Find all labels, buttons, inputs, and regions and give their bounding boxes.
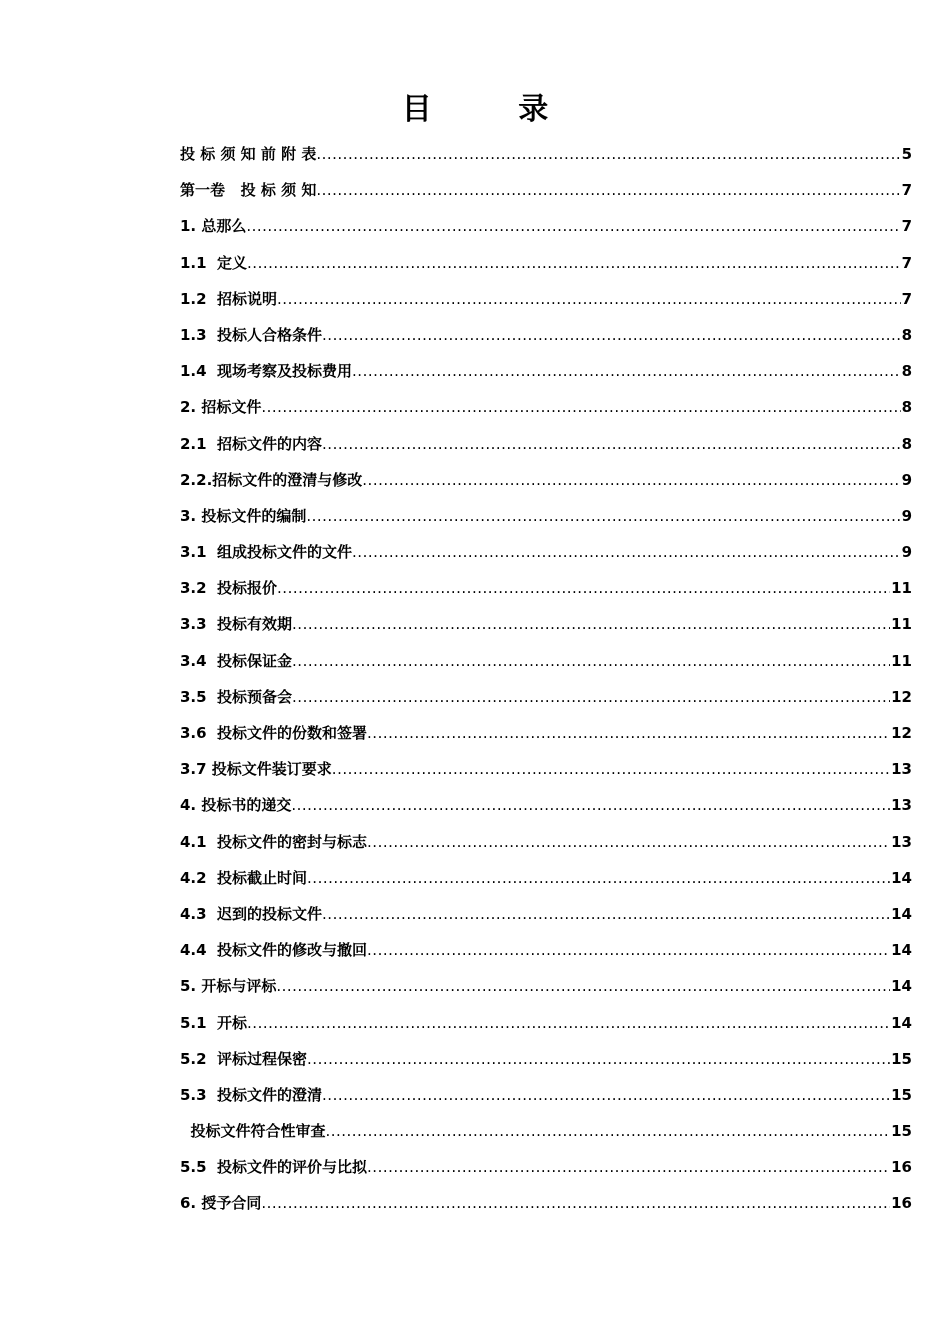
toc-page-number: 14 <box>891 1013 912 1032</box>
toc-entry[interactable] <box>180 426 912 462</box>
toc-entry-label: 4.2 投标截止时间 <box>180 868 308 887</box>
toc-entry-label: 4.1 投标文件的密封与标志 <box>180 832 368 851</box>
toc-entry[interactable] <box>180 715 912 751</box>
toc-dot-leader <box>292 606 890 642</box>
toc-entry-label: 3.6 投标文件的份数和签署 <box>180 724 368 742</box>
toc-dot-leader <box>247 1005 890 1041</box>
toc-dot-leader <box>362 462 900 498</box>
toc-dot-leader <box>292 679 890 715</box>
toc-entry[interactable] <box>180 1113 912 1149</box>
toc-page-number: 9 <box>901 506 912 525</box>
toc-entry-label: 投 标 须 知 前 附 表 <box>180 145 317 163</box>
toc-entry[interactable] <box>180 317 912 353</box>
toc-entry-label: 2.2.招标文件的澄清与修改 <box>180 470 363 489</box>
toc-entry[interactable] <box>180 896 912 932</box>
toc-entry-label: 6. 授予合同 <box>180 1194 262 1213</box>
toc-entry-label: 3.1 组成投标文件的文件 <box>180 543 353 562</box>
toc-page-number: 16 <box>891 1158 912 1177</box>
toc-entry-label: 2. 招标文件 <box>180 398 262 417</box>
toc-page-number: 13 <box>891 796 912 815</box>
toc-entry-label: 4.4 投标文件的修改与撤回 <box>180 941 368 960</box>
toc-dot-leader <box>292 643 890 679</box>
toc-page-number: 14 <box>891 868 912 887</box>
toc-page-number: 9 <box>901 470 912 489</box>
toc-page-number: 8 <box>901 325 912 344</box>
toc-dot-leader <box>306 498 900 534</box>
toc-dot-leader <box>367 1149 890 1185</box>
toc-entry-label: 3.7 投标文件装订要求 <box>180 760 332 779</box>
toc-page-number: 11 <box>891 615 912 634</box>
toc-entry-label: 4.3 迟到的投标文件 <box>180 904 323 923</box>
toc-page-number: 14 <box>891 977 912 996</box>
toc-dot-leader <box>277 281 901 317</box>
toc-entry-label: 5. 开标与评标 <box>180 977 277 996</box>
toc-entry[interactable] <box>180 643 912 679</box>
toc-page-number: 16 <box>891 1194 912 1213</box>
toc-entry[interactable] <box>180 208 912 244</box>
toc-dot-leader <box>246 208 900 244</box>
toc-entry[interactable] <box>180 1041 912 1077</box>
toc-entry-label: 1. 总那么 <box>180 217 247 236</box>
toc-entry-label: 1.2 招标说明 <box>180 289 278 308</box>
toc-entry-label: 第一卷 投 标 须 知 <box>180 181 317 200</box>
toc-entry[interactable] <box>180 172 912 208</box>
toc-dot-leader <box>322 896 890 932</box>
toc-page-number: 12 <box>891 687 912 706</box>
toc-entry[interactable] <box>180 1005 912 1041</box>
toc-entry-label: 1.3 投标人合格条件 <box>180 325 323 344</box>
toc-dot-leader <box>316 136 900 172</box>
toc-dot-leader <box>352 353 901 389</box>
toc-entry-label: 3.2 投标报价 <box>180 579 278 598</box>
toc-page-number: 12 <box>891 724 912 742</box>
toc-entry-label: 5.2 评标过程保密 <box>180 1049 308 1068</box>
toc-page-number: 9 <box>901 543 912 562</box>
toc-entry[interactable] <box>180 751 912 787</box>
toc-entry-label: 1.4 现场考察及投标费用 <box>180 362 353 381</box>
toc-entry[interactable] <box>180 281 912 317</box>
toc-entry-label: 2.1 招标文件的内容 <box>180 434 323 453</box>
toc-entry-label: 3.4 投标保证金 <box>180 651 293 670</box>
toc-entry[interactable] <box>180 534 912 570</box>
toc-dot-leader <box>307 1041 890 1077</box>
toc-page-number: 15 <box>891 1085 912 1104</box>
toc-dot-leader <box>322 317 901 353</box>
toc-entry-label: 5.5 投标文件的评价与比拟 <box>180 1158 368 1177</box>
toc-dot-leader <box>276 968 890 1004</box>
toc-page-number: 13 <box>891 760 912 779</box>
toc-page-number: 8 <box>901 362 912 381</box>
toc-entry[interactable] <box>180 1077 912 1113</box>
toc-dot-leader <box>307 860 890 896</box>
toc-title: 目 录 <box>401 92 587 127</box>
toc-page-number: 7 <box>901 181 912 200</box>
toc-entry[interactable] <box>180 787 912 823</box>
toc-entry-label: 3.3 投标有效期 <box>180 615 293 634</box>
toc-page-number: 7 <box>901 289 912 308</box>
toc-page-number: 8 <box>901 434 912 453</box>
toc-dot-leader <box>247 245 901 281</box>
toc-dot-leader <box>332 751 890 787</box>
toc-dot-leader <box>261 1185 890 1221</box>
toc-page-number: 7 <box>901 253 912 272</box>
toc-dot-leader <box>277 570 890 606</box>
toc-entry-label: 3. 投标文件的编制 <box>180 506 307 525</box>
toc-page-number: 14 <box>891 941 912 960</box>
toc-entry[interactable] <box>180 1185 912 1221</box>
toc-entry-label: 5.3 投标文件的澄清 <box>180 1085 323 1104</box>
toc-page-number: 15 <box>891 1122 912 1141</box>
toc-dot-leader <box>367 824 890 860</box>
toc-page-number: 14 <box>891 904 912 923</box>
toc-entry[interactable] <box>180 570 912 606</box>
toc-entry[interactable] <box>180 679 912 715</box>
toc-page-number: 7 <box>901 217 912 236</box>
toc-dot-leader <box>352 534 901 570</box>
toc-dot-leader <box>291 787 890 823</box>
toc-dot-leader <box>316 172 900 208</box>
toc-dot-leader <box>322 426 901 462</box>
toc-entry[interactable] <box>180 136 912 172</box>
toc-entry[interactable] <box>180 968 912 1004</box>
toc-entry[interactable] <box>180 389 912 425</box>
toc-entry[interactable] <box>180 606 912 642</box>
toc-page-number: 13 <box>891 832 912 851</box>
toc-dot-leader <box>367 932 890 968</box>
toc-page-number: 11 <box>891 651 912 670</box>
table-of-contents <box>180 136 912 1222</box>
toc-page-number: 8 <box>901 398 912 417</box>
toc-page-number: 11 <box>891 579 912 598</box>
toc-page-number: 15 <box>891 1049 912 1068</box>
toc-entry[interactable] <box>180 462 912 498</box>
toc-dot-leader <box>322 1077 890 1113</box>
toc-entry-label: 1.1 定义 <box>180 253 248 272</box>
toc-entry-label: 5.1 开标 <box>180 1013 248 1032</box>
toc-dot-leader <box>367 715 890 751</box>
toc-entry[interactable] <box>180 353 912 389</box>
toc-entry[interactable] <box>180 860 912 896</box>
toc-entry[interactable] <box>180 932 912 968</box>
toc-entry-label: 4. 投标书的递交 <box>180 796 292 815</box>
toc-entry-label: 投标文件符合性审查 <box>180 1122 326 1141</box>
toc-entry[interactable] <box>180 1149 912 1185</box>
toc-entry[interactable] <box>180 824 912 860</box>
toc-entry[interactable] <box>180 245 912 281</box>
toc-entry[interactable] <box>180 498 912 534</box>
toc-page-number: 5 <box>901 145 912 163</box>
toc-entry-label: 3.5 投标预备会 <box>180 687 293 706</box>
toc-dot-leader <box>261 389 900 425</box>
toc-dot-leader <box>325 1113 890 1149</box>
